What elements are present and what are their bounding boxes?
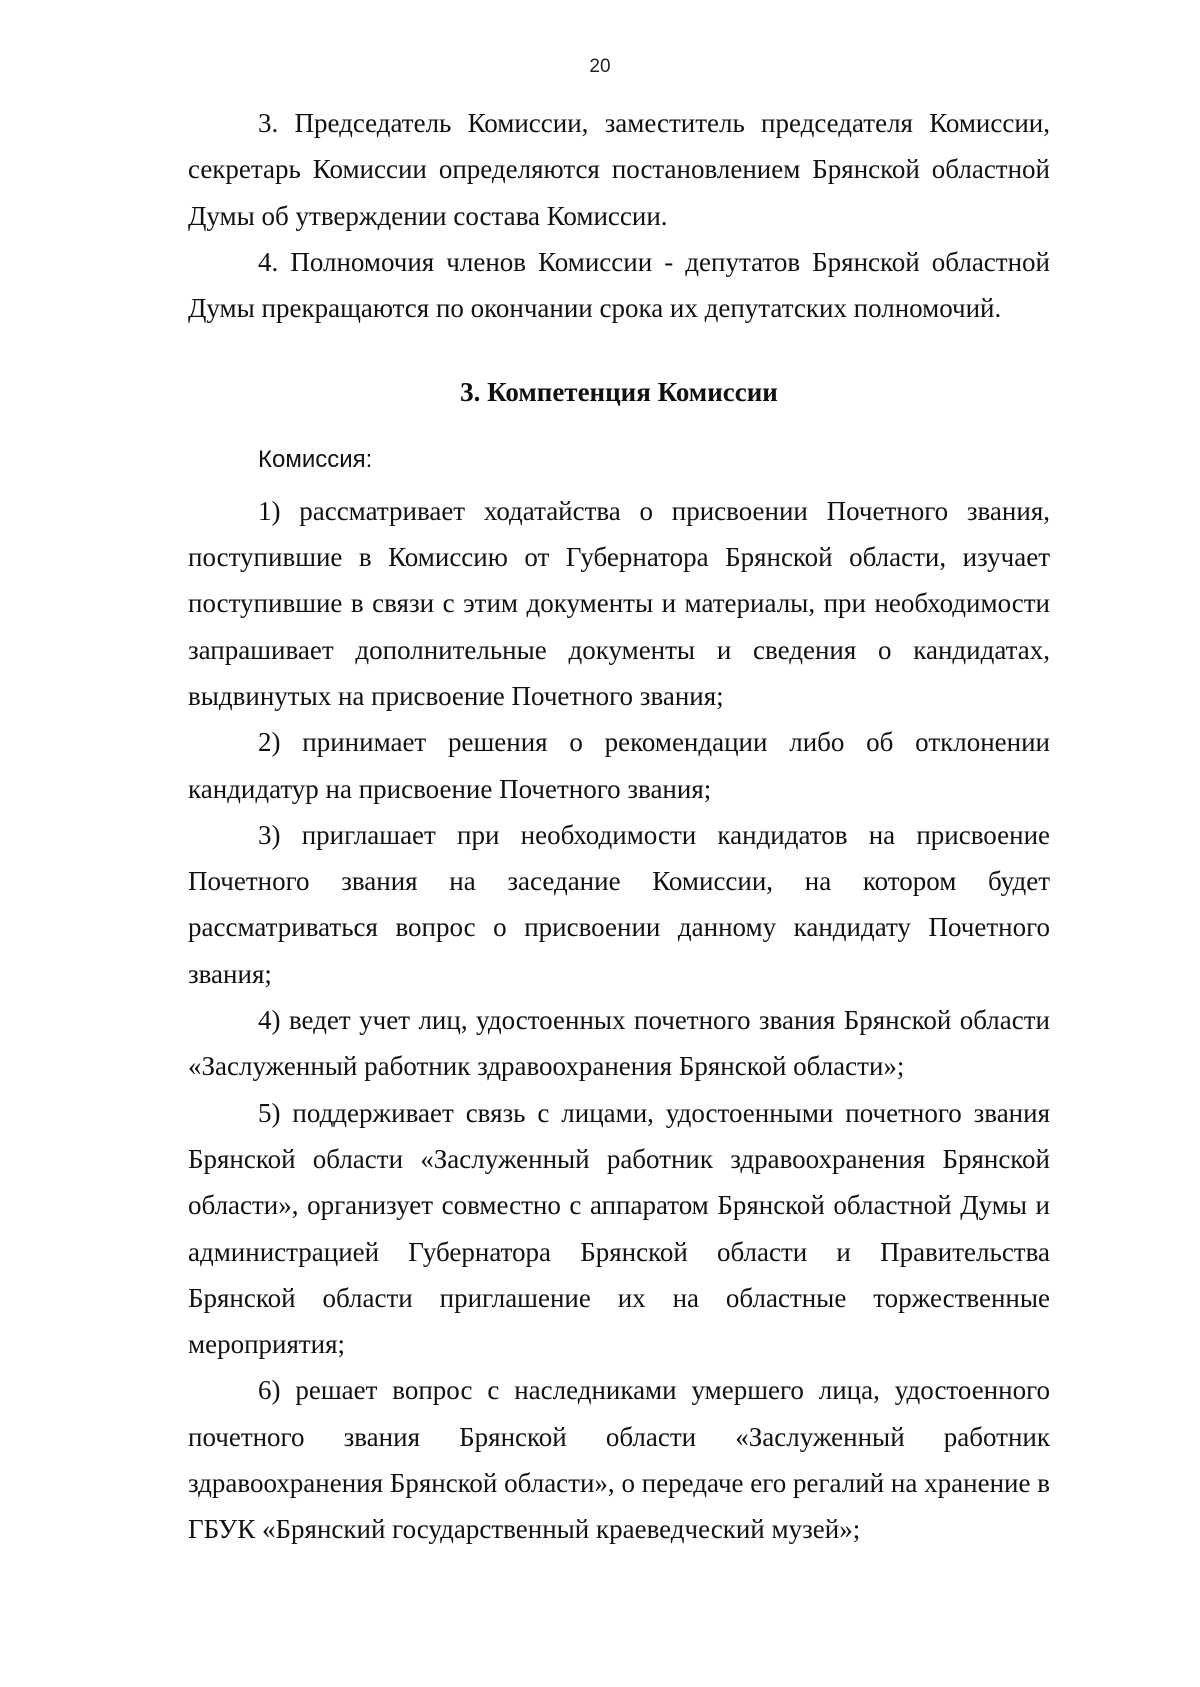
section-intro: Комиссия: (258, 446, 373, 474)
clause-3-paragraph: 3. Председатель Комиссии, заместитель председателя Комиссии, секретарь Комиссии определяются постановлением Брянской областной Думы об утверждении состава Комиссии. (188, 108, 1050, 231)
list-item-1: 1) рассматривает ходатайства о присвоении Почетного звания, поступившие в Комиссию от Губернатора Брянской области, изучает поступившие в связи с этим документы и материалы, при необходимости запрашивает дополнительные документы и сведения о кандидатах, выдвинутых на присвоение Почетного звания; (188, 495, 1050, 711)
list-item-4: 4) ведет учет лиц, удостоенных почетного звания Брянской области «Заслуженный работник здравоохранения Брянской области»; (188, 1005, 1050, 1082)
clause-4-paragraph: 4. Полномочия членов Комиссии - депутатов Брянской областной Думы прекращаются по окончании срока их депутатских полномочий. (188, 246, 1050, 324)
list-item-3: 3) приглашает при необходимости кандидатов на присвоение Почетного звания на заседание Комиссии, на котором будет рассматриваться вопрос о присвоении данному кандидату Почетного звания; (188, 819, 1050, 989)
section-heading: 3. Компетенция Комиссии (460, 377, 778, 408)
document-body (188, 100, 1050, 1553)
list-item-6: 6) решает вопрос с наследниками умершего лица, удостоенного почетного звания Брянской области «Заслуженный работник здравоохранения Брянской области», о передаче его регалий на хранение в ГБУК «Брянский государственный краеведческий музей»; (188, 1375, 1050, 1545)
page-number: 20 (589, 56, 611, 77)
list-item-5: 5) поддерживает связь с лицами, удостоенными почетного звания Брянской области «Заслуженный работник здравоохранения Брянской области», организует совместно с аппаратом Брянской областной Думы и администрацией Губернатора Брянской области и Правительства Брянской области приглашение их на областные торжественные мероприятия; (188, 1097, 1050, 1360)
list-item-2: 2) принимает решения о рекомендации либо об отклонении кандидатур на присвоение Почетного звания; (188, 727, 1050, 804)
